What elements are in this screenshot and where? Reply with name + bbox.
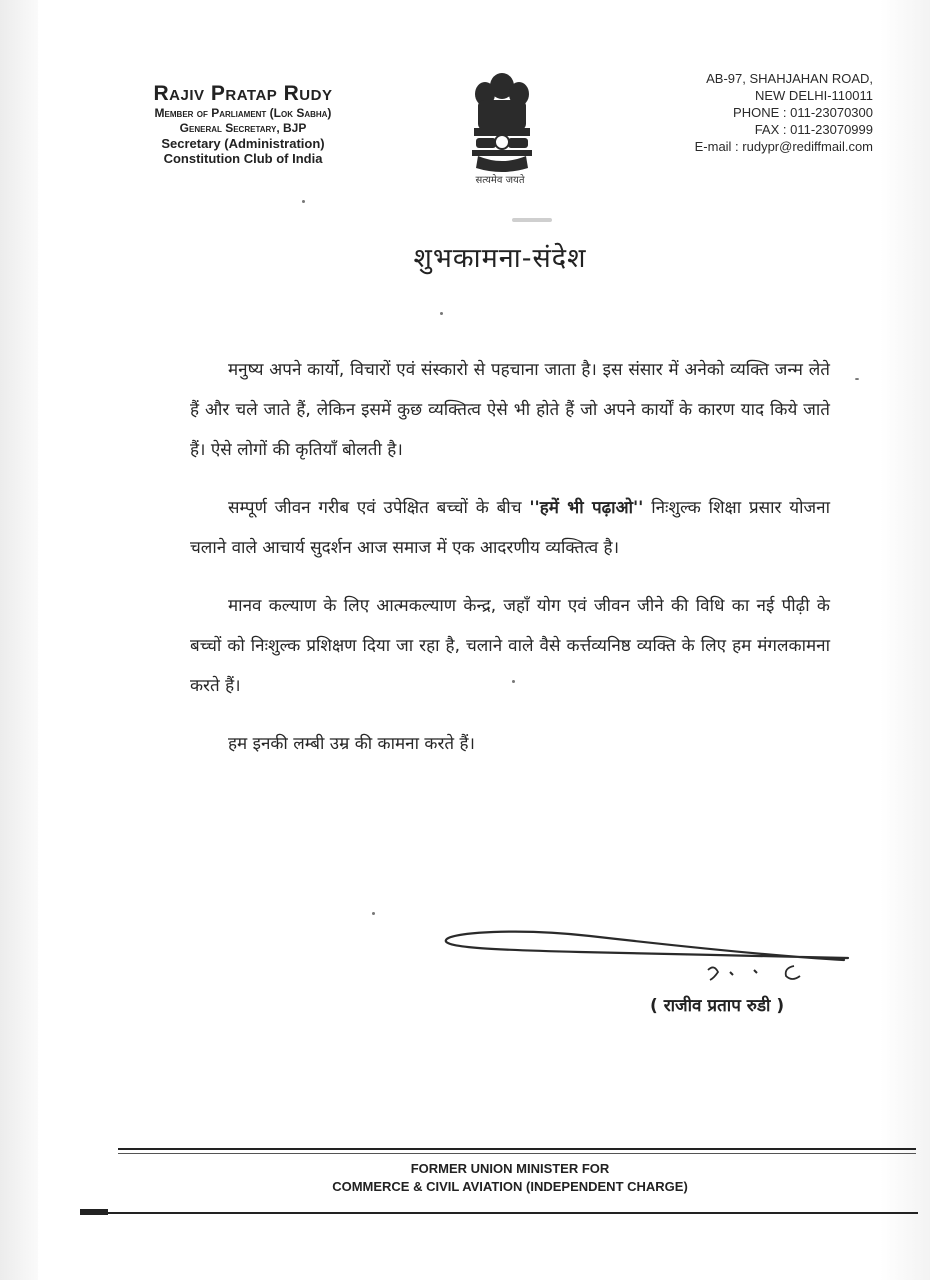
paragraph-3: मानव कल्याण के लिए आत्मकल्याण केन्द्र, जहाँ योग एवं जीवन जीने की विधि का नई पीढ़ी के बच्चों को निःशुल्क प्रशिक्षण दिया जा रहा है, चलाने वाले वैसे कर्त्तव्यनिष्ठ व्यक्ति के लिए हम मंगलकामना करते हैं।	[190, 596, 830, 696]
sender-designation-4: Constitution Club of India	[163, 151, 323, 166]
scan-speck	[512, 680, 515, 683]
paragraph-2-start: सम्पूर्ण जीवन गरीब एवं उपेक्षित बच्चों के बीच	[228, 498, 530, 518]
address-line-1: AB-97, SHAHJAHAN ROAD,	[706, 71, 873, 86]
scan-speck	[855, 378, 859, 380]
sender-designation-1: Member of Parliament (Lok Sabha)	[154, 106, 332, 120]
scan-speck	[440, 312, 443, 315]
sender-designation-3: Secretary (Administration)	[161, 136, 325, 151]
footer-divider-top	[118, 1148, 916, 1150]
sender-block	[112, 82, 374, 166]
sender-name: Rajiv Pratap Rudy	[153, 82, 333, 105]
footer-line-1: FORMER UNION MINISTER FOR	[410, 1161, 610, 1176]
scan-speck	[302, 200, 305, 203]
scan-smudge	[512, 218, 552, 222]
signatory-name: ( राजीव प्रताप रुडी )	[650, 996, 785, 1016]
footer-divider-top-thin	[118, 1153, 916, 1154]
scan-speck	[372, 912, 375, 915]
footer-line-2: COMMERCE & CIVIL AVIATION (INDEPENDENT CHARGE)	[332, 1179, 688, 1194]
phone-line: PHONE : 011-23070300	[733, 105, 873, 120]
letter-body	[190, 350, 830, 782]
paragraph-2-end: निःशुल्क शिक्षा प्रसार योजना चलाने वाले आचार्य सुदर्शन आज समाज में एक आदरणीय व्यक्तित्व है।	[190, 498, 831, 558]
paragraph-2	[190, 488, 830, 568]
emblem-motto: सत्यमेव जयते	[475, 175, 525, 186]
contact-block	[655, 70, 873, 155]
fax-line: FAX : 011-23070999	[754, 122, 873, 137]
letter-title: शुभकामना-संदेश	[413, 243, 587, 274]
email-line: E-mail : rudypr@rediffmail.com	[694, 139, 873, 154]
footer-divider-stub	[80, 1209, 108, 1215]
paragraph-1: मनुष्य अपने कार्यो, विचारों एवं संस्कारो से पहचाना जाता है। इस संसार में अनेको व्यक्ति जन्म लेते हैं और चले जाते हैं, लेकिन इसमें कुछ व्यक्तित्व ऐसे भी होते हैं जो अपने कार्यों के कारण याद किये जाते हैं। ऐसे लोगों की कृतियाँ बोलती है।	[190, 360, 830, 460]
scan-edge	[0, 0, 38, 1280]
handwritten-signature	[440, 930, 860, 990]
footer-block	[200, 1160, 820, 1196]
address-line-2: NEW DELHI-110011	[754, 88, 873, 103]
scheme-name: ''हमें भी पढ़ाओ''	[529, 498, 644, 518]
paragraph-4: हम इनकी लम्बी उम्र की कामना करते हैं।	[228, 734, 475, 754]
sender-designation-2: General Secretary, BJP	[179, 121, 307, 135]
footer-divider-bottom	[80, 1212, 918, 1214]
